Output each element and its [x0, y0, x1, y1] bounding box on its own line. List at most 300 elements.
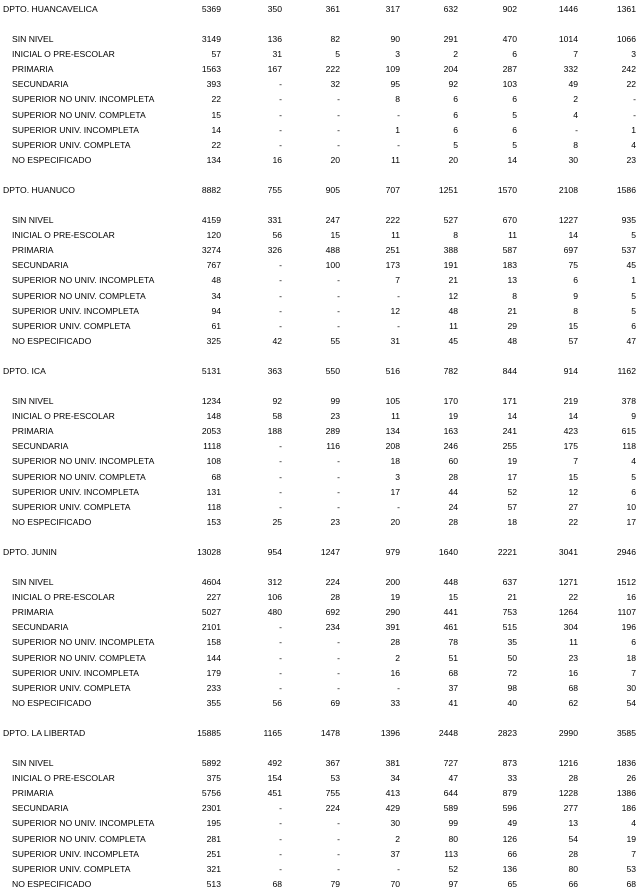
- value-cell: -: [279, 441, 282, 452]
- value-cell: 15: [568, 471, 578, 482]
- table-row: [0, 124, 639, 136]
- value-cell: 1251: [438, 185, 458, 195]
- value-cell: 24: [448, 501, 458, 512]
- value-cell: 33: [390, 697, 400, 708]
- value-cell: 332: [563, 64, 578, 75]
- value-cell: -: [279, 79, 282, 90]
- table-row: [0, 652, 639, 664]
- value-cell: 30: [626, 682, 636, 693]
- value-cell: 448: [443, 577, 458, 587]
- value-cell: 99: [330, 396, 340, 406]
- value-cell: 144: [206, 652, 221, 663]
- table-row: [0, 757, 639, 769]
- value-cell: 12: [568, 486, 578, 497]
- value-cell: 979: [385, 547, 400, 557]
- value-cell: 331: [267, 215, 282, 225]
- value-cell: 1165: [263, 728, 282, 738]
- value-cell: 290: [385, 607, 400, 618]
- value-cell: 57: [211, 49, 221, 60]
- value-cell: 513: [206, 878, 221, 889]
- value-cell: 34: [390, 773, 400, 784]
- value-cell: 17: [390, 486, 400, 497]
- value-cell: 325: [206, 335, 221, 346]
- value-cell: 68: [448, 667, 458, 678]
- value-cell: 12: [448, 290, 458, 301]
- value-cell: 6: [631, 637, 636, 648]
- value-cell: -: [337, 471, 340, 482]
- value-cell: 14: [568, 230, 578, 241]
- row-label: SUPERIOR UNIV. INCOMPLETA: [12, 486, 140, 497]
- value-cell: 37: [390, 848, 400, 859]
- value-cell: -: [397, 109, 400, 120]
- value-cell: 393: [206, 79, 221, 90]
- value-cell: -: [337, 124, 340, 135]
- table-row: [0, 471, 639, 483]
- value-cell: 3: [395, 471, 400, 482]
- value-cell: 242: [621, 64, 636, 75]
- value-cell: 35: [507, 637, 517, 648]
- table-row: [0, 425, 639, 437]
- value-cell: 1: [395, 124, 400, 135]
- value-cell: 6: [573, 275, 578, 286]
- value-cell: 15: [448, 592, 458, 603]
- row-label: PRIMARIA: [12, 245, 54, 256]
- value-cell: 131: [206, 486, 221, 497]
- value-cell: 92: [448, 79, 458, 90]
- table-row: [0, 576, 639, 588]
- value-cell: -: [337, 486, 340, 497]
- value-cell: 537: [621, 245, 636, 256]
- table-row: [0, 516, 639, 528]
- row-label: SUPERIOR NO UNIV. COMPLETA: [12, 652, 146, 663]
- value-cell: 6: [512, 124, 517, 135]
- row-label: SUPERIOR UNIV. COMPLETA: [12, 682, 131, 693]
- value-cell: 22: [568, 592, 578, 603]
- value-cell: 1: [631, 124, 636, 135]
- value-cell: 1570: [497, 185, 517, 195]
- value-cell: 222: [385, 215, 400, 225]
- value-cell: 755: [325, 788, 340, 799]
- value-cell: -: [337, 109, 340, 120]
- value-cell: 1586: [616, 185, 636, 195]
- row-label: INICIAL O PRE-ESCOLAR: [12, 592, 115, 603]
- table-row: [0, 395, 639, 407]
- table-row: [0, 682, 639, 694]
- value-cell: 204: [443, 64, 458, 75]
- value-cell: 755: [267, 185, 282, 195]
- value-cell: 98: [507, 682, 517, 693]
- value-cell: 1228: [558, 788, 578, 799]
- value-cell: 48: [507, 335, 517, 346]
- row-label: SIN NIVEL: [12, 34, 54, 44]
- value-cell: 23: [626, 154, 636, 165]
- value-cell: 23: [330, 516, 340, 527]
- value-cell: 224: [325, 577, 340, 587]
- row-label: SUPERIOR UNIV. COMPLETA: [12, 501, 131, 512]
- department-total-row: [0, 3, 639, 15]
- row-label: SIN NIVEL: [12, 396, 54, 406]
- value-cell: 179: [206, 667, 221, 678]
- row-label: SUPERIOR UNIV. COMPLETA: [12, 320, 131, 331]
- value-cell: 95: [390, 79, 400, 90]
- value-cell: -: [397, 139, 400, 150]
- value-cell: 3149: [201, 34, 221, 44]
- row-label: SUPERIOR UNIV. COMPLETA: [12, 139, 131, 150]
- value-cell: 615: [621, 426, 636, 437]
- value-cell: 11: [391, 411, 400, 422]
- value-cell: 1478: [320, 728, 340, 738]
- value-cell: 22: [211, 94, 221, 105]
- value-cell: 45: [448, 335, 458, 346]
- value-cell: 28: [448, 471, 458, 482]
- value-cell: 5131: [201, 366, 221, 376]
- table-row: [0, 667, 639, 679]
- value-cell: 108: [206, 456, 221, 467]
- value-cell: -: [337, 501, 340, 512]
- value-cell: 105: [385, 396, 400, 406]
- value-cell: 234: [325, 622, 340, 633]
- value-cell: 57: [568, 335, 578, 346]
- value-cell: 8: [512, 290, 517, 301]
- value-cell: 644: [443, 788, 458, 799]
- value-cell: 1107: [617, 607, 636, 618]
- value-cell: 4: [631, 818, 636, 829]
- value-cell: 7: [395, 275, 400, 286]
- value-cell: 68: [272, 878, 282, 889]
- value-cell: 136: [502, 863, 517, 874]
- value-cell: 289: [325, 426, 340, 437]
- table-row: [0, 848, 639, 860]
- row-label: SUPERIOR NO UNIV. COMPLETA: [12, 109, 146, 120]
- table-row: [0, 410, 639, 422]
- value-cell: 158: [206, 637, 221, 648]
- value-cell: 49: [568, 79, 578, 90]
- value-cell: 291: [443, 34, 458, 44]
- value-cell: 251: [385, 245, 400, 256]
- value-cell: 844: [502, 366, 517, 376]
- value-cell: -: [337, 305, 340, 316]
- value-cell: 167: [267, 64, 282, 75]
- table-row: [0, 606, 639, 618]
- value-cell: 914: [563, 366, 578, 376]
- value-cell: 54: [568, 833, 578, 844]
- value-cell: 136: [267, 34, 282, 44]
- value-cell: 527: [443, 215, 458, 225]
- table-row: [0, 33, 639, 45]
- value-cell: 11: [508, 230, 517, 241]
- department-name: DPTO. JUNIN: [3, 547, 57, 557]
- table-row: [0, 772, 639, 784]
- value-cell: -: [633, 94, 636, 105]
- value-cell: 697: [563, 245, 578, 256]
- value-cell: 8: [573, 305, 578, 316]
- value-cell: 66: [568, 878, 578, 889]
- value-cell: 1386: [616, 788, 636, 799]
- value-cell: -: [279, 682, 282, 693]
- value-cell: 388: [443, 245, 458, 256]
- value-cell: -: [279, 305, 282, 316]
- value-cell: 9: [573, 290, 578, 301]
- value-cell: 163: [443, 426, 458, 437]
- value-cell: 905: [325, 185, 340, 195]
- value-cell: 1014: [558, 34, 578, 44]
- value-cell: 18: [507, 516, 517, 527]
- value-cell: -: [397, 682, 400, 693]
- value-cell: -: [279, 637, 282, 648]
- value-cell: 26: [626, 773, 636, 784]
- value-cell: 902: [502, 4, 517, 14]
- value-cell: 118: [622, 441, 636, 452]
- value-cell: 23: [330, 411, 340, 422]
- value-cell: 2: [395, 652, 400, 663]
- value-cell: 75: [568, 260, 578, 271]
- value-cell: 40: [507, 697, 517, 708]
- table-row: [0, 320, 639, 332]
- value-cell: 587: [502, 245, 517, 256]
- value-cell: 5: [631, 305, 636, 316]
- value-cell: 2: [395, 833, 400, 844]
- value-cell: 3041: [558, 547, 578, 557]
- value-cell: 2301: [201, 803, 221, 814]
- value-cell: 3585: [616, 728, 636, 738]
- value-cell: 103: [502, 79, 517, 90]
- row-label: SUPERIOR UNIV. INCOMPLETA: [12, 305, 140, 316]
- table-row: [0, 93, 639, 105]
- value-cell: 80: [448, 833, 458, 844]
- value-cell: 277: [563, 803, 578, 814]
- value-cell: 233: [206, 682, 221, 693]
- value-cell: 58: [272, 411, 282, 422]
- table-row: [0, 109, 639, 121]
- value-cell: 6: [631, 320, 636, 331]
- value-cell: 15: [330, 230, 340, 241]
- value-cell: 18: [390, 456, 400, 467]
- value-cell: 15: [568, 320, 578, 331]
- value-cell: 55: [330, 335, 340, 346]
- value-cell: 413: [385, 788, 400, 799]
- value-cell: 1512: [616, 577, 636, 587]
- value-cell: -: [337, 667, 340, 678]
- value-cell: 41: [448, 697, 458, 708]
- value-cell: 429: [385, 803, 400, 814]
- value-cell: 65: [507, 878, 517, 889]
- value-cell: 56: [272, 230, 282, 241]
- value-cell: 2: [573, 94, 578, 105]
- value-cell: 670: [502, 215, 517, 225]
- table-row: [0, 697, 639, 709]
- value-cell: 34: [211, 290, 221, 301]
- value-cell: 5369: [201, 4, 221, 14]
- value-cell: 224: [325, 803, 340, 814]
- table-row: [0, 833, 639, 845]
- value-cell: 317: [385, 4, 400, 14]
- value-cell: 381: [385, 758, 400, 768]
- value-cell: 4: [631, 139, 636, 150]
- table-row: [0, 591, 639, 603]
- row-label: SUPERIOR NO UNIV. INCOMPLETA: [12, 275, 155, 286]
- value-cell: 255: [502, 441, 517, 452]
- value-cell: 2: [453, 49, 458, 60]
- value-cell: 200: [385, 577, 400, 587]
- value-cell: 191: [443, 260, 458, 271]
- value-cell: 2101: [201, 622, 221, 633]
- value-cell: 14: [507, 411, 517, 422]
- value-cell: 50: [507, 652, 517, 663]
- value-cell: -: [279, 109, 282, 120]
- row-label: SUPERIOR NO UNIV. COMPLETA: [12, 290, 146, 301]
- value-cell: 16: [272, 154, 282, 165]
- value-cell: 21: [448, 275, 458, 286]
- value-cell: 304: [563, 622, 578, 633]
- value-cell: 118: [207, 501, 221, 512]
- value-cell: 68: [211, 471, 221, 482]
- value-cell: 632: [443, 4, 458, 14]
- value-cell: 589: [443, 803, 458, 814]
- table-row: [0, 154, 639, 166]
- row-label: NO ESPECIFICADO: [12, 154, 92, 165]
- table-row: [0, 139, 639, 151]
- value-cell: 171: [502, 396, 517, 406]
- value-cell: 4159: [201, 215, 221, 225]
- value-cell: 57: [507, 501, 517, 512]
- value-cell: 219: [563, 396, 578, 406]
- value-cell: 2108: [558, 185, 578, 195]
- value-cell: -: [397, 290, 400, 301]
- value-cell: 361: [325, 4, 340, 14]
- value-cell: 14: [568, 411, 578, 422]
- value-cell: 66: [507, 848, 517, 859]
- value-cell: -: [397, 863, 400, 874]
- value-cell: 6: [453, 94, 458, 105]
- table-row: [0, 817, 639, 829]
- value-cell: 1271: [558, 577, 578, 587]
- value-cell: 707: [385, 185, 400, 195]
- value-cell: 8: [453, 230, 458, 241]
- row-label: SUPERIOR NO UNIV. INCOMPLETA: [12, 818, 155, 829]
- value-cell: -: [279, 501, 282, 512]
- value-cell: 2053: [201, 426, 221, 437]
- value-cell: 1066: [616, 34, 636, 44]
- value-cell: 20: [390, 516, 400, 527]
- value-cell: 175: [563, 441, 578, 452]
- value-cell: 227: [206, 592, 221, 603]
- value-cell: 312: [267, 577, 282, 587]
- department-name: DPTO. ICA: [3, 366, 46, 376]
- value-cell: -: [279, 818, 282, 829]
- value-cell: 1234: [201, 396, 221, 406]
- value-cell: 8: [573, 139, 578, 150]
- value-cell: 782: [443, 366, 458, 376]
- value-cell: -: [337, 320, 340, 331]
- row-label: NO ESPECIFICADO: [12, 878, 92, 889]
- value-cell: 3: [395, 49, 400, 60]
- value-cell: 423: [563, 426, 578, 437]
- value-cell: -: [279, 456, 282, 467]
- value-cell: -: [279, 94, 282, 105]
- value-cell: 350: [267, 4, 282, 14]
- value-cell: 5: [631, 290, 636, 301]
- row-label: SUPERIOR NO UNIV. INCOMPLETA: [12, 456, 155, 467]
- value-cell: -: [279, 833, 282, 844]
- table-row: [0, 63, 639, 75]
- value-cell: 11: [569, 637, 578, 648]
- value-cell: 515: [502, 622, 517, 633]
- value-cell: 195: [206, 818, 221, 829]
- value-cell: 17: [626, 516, 636, 527]
- value-cell: 60: [448, 456, 458, 467]
- value-cell: 183: [502, 260, 517, 271]
- value-cell: 492: [267, 758, 282, 768]
- table-row: [0, 486, 639, 498]
- value-cell: 47: [626, 335, 636, 346]
- value-cell: 51: [448, 652, 458, 663]
- value-cell: 451: [267, 788, 282, 799]
- value-cell: 11: [391, 154, 400, 165]
- value-cell: 21: [507, 592, 517, 603]
- value-cell: 62: [568, 697, 578, 708]
- value-cell: 7: [631, 848, 636, 859]
- value-cell: -: [397, 320, 400, 331]
- value-cell: 6: [631, 486, 636, 497]
- value-cell: 27: [568, 501, 578, 512]
- value-cell: 550: [325, 366, 340, 376]
- value-cell: -: [279, 471, 282, 482]
- value-cell: 6: [453, 124, 458, 135]
- value-cell: 461: [443, 622, 458, 633]
- value-cell: 92: [272, 396, 282, 406]
- value-cell: 154: [267, 773, 282, 784]
- value-cell: 11: [391, 230, 400, 241]
- value-cell: 1162: [617, 366, 636, 376]
- value-cell: -: [279, 848, 282, 859]
- row-label: INICIAL O PRE-ESCOLAR: [12, 773, 115, 784]
- table-row: [0, 229, 639, 241]
- value-cell: 287: [502, 64, 517, 75]
- value-cell: 753: [502, 607, 517, 618]
- value-cell: 148: [206, 411, 221, 422]
- value-cell: 1216: [558, 758, 578, 768]
- table-row: [0, 501, 639, 513]
- value-cell: 30: [390, 818, 400, 829]
- value-cell: -: [337, 652, 340, 663]
- value-cell: 22: [568, 516, 578, 527]
- value-cell: 208: [385, 441, 400, 452]
- department-name: DPTO. HUANCAVELICA: [3, 4, 98, 14]
- value-cell: 79: [330, 878, 340, 889]
- value-cell: 21: [507, 305, 517, 316]
- value-cell: 12: [390, 305, 400, 316]
- value-cell: -: [337, 637, 340, 648]
- value-cell: 4: [573, 109, 578, 120]
- value-cell: 5: [631, 230, 636, 241]
- row-label: NO ESPECIFICADO: [12, 516, 92, 527]
- value-cell: 29: [507, 320, 517, 331]
- value-cell: 120: [206, 230, 221, 241]
- value-cell: 20: [448, 154, 458, 165]
- value-cell: -: [337, 863, 340, 874]
- value-cell: 13028: [197, 547, 221, 557]
- value-cell: 321: [206, 863, 221, 874]
- value-cell: 53: [626, 863, 636, 874]
- value-cell: 7: [631, 667, 636, 678]
- value-cell: 78: [448, 637, 458, 648]
- value-cell: 516: [385, 366, 400, 376]
- value-cell: 109: [385, 64, 400, 75]
- row-label: SUPERIOR UNIV. INCOMPLETA: [12, 124, 140, 135]
- value-cell: 879: [502, 788, 517, 799]
- value-cell: 23: [568, 652, 578, 663]
- value-cell: 42: [272, 335, 282, 346]
